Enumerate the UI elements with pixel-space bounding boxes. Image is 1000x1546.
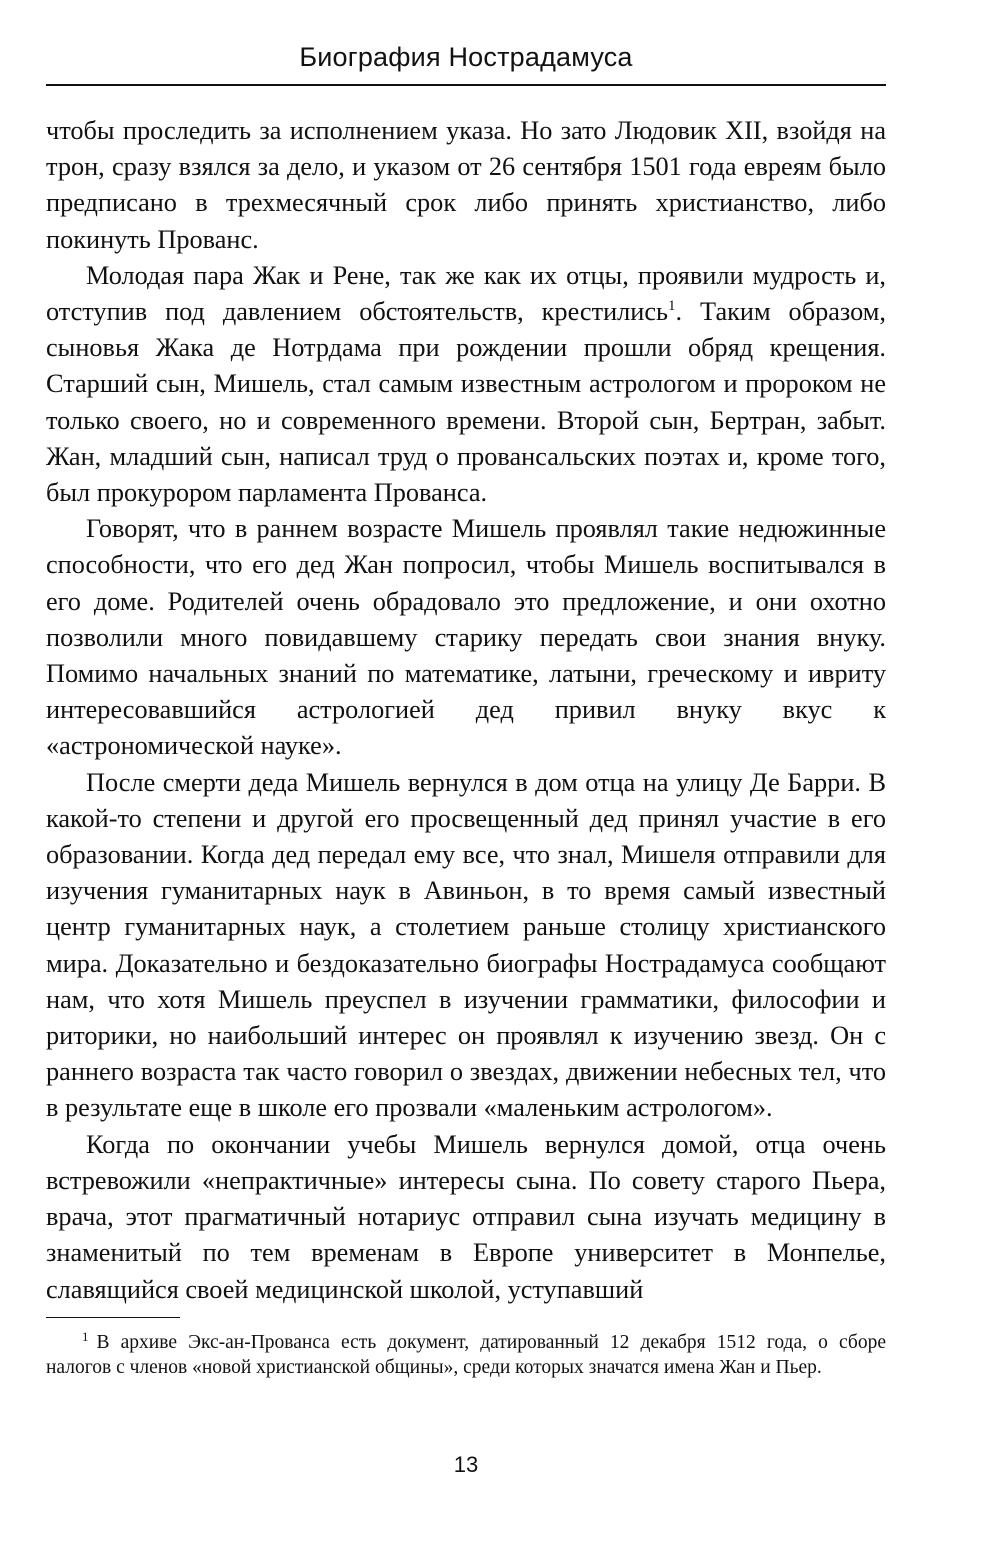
- paragraph-4: После смерти деда Мишель вернулся в дом отца на улицу Де Барри. В какой-то степени и другой его просвещенный дед принял участие в его образовании. Когда дед передал ему все, что знал, Мишеля отправили для изучения гуманитарных наук в Авиньон, в то время самый известный центр гуманитарных наук, а столетием раньше столицу христианского мира. Доказательно и бездоказательно биографы Нострадамуса сообщают нам, что хотя Мишель преуспел в изучении грамматики, философии и риторики, но наибольший интерес он проявлял к изучению звезд. Он с раннего возраста так часто говорил о звездах, движении небесных тел, что в результате еще в школе его прозвали «маленьким астрологом».: [46, 767, 886, 1123]
- paragraph-5: Когда по окончании учебы Мишель вернулся домой, отца очень встревожили «непрактичные» интересы сына. По совету старого Пьера, врача, этот прагматичный нотариус отправил сына изучать медицину в знаменитый по тем временам в Европе университет в Монпелье, славящийся своей медицинской школой, уступавший: [46, 1129, 886, 1304]
- header-rule: [46, 84, 886, 86]
- footnote-text: В архиве Экс-ан-Прованса есть документ, датированный 12 декабря 1512 года, о сборе налогов с членов «новой христианской общины», среди которых значатся имена Жан и Пьер.: [46, 1332, 886, 1378]
- running-header-title: Биография Нострадамуса: [299, 42, 633, 72]
- footnote-rule: [46, 1317, 180, 1318]
- paragraph-2: [46, 258, 886, 511]
- paragraph-2-continuation: . Таким образом, сыновья Жака де Нотрдама при рождении прошли обряд крещения. Старший сын, Мишель, стал самым известным астрологом и пророком не только своего, но и современного времени. Второй сын, Бертран, забыт. Жан, младший сын, написал труд о провансальских поэтах и, кроме того, был прокурором парламента Прованса.: [46, 297, 886, 508]
- footnote: [46, 1330, 886, 1380]
- paragraph-3: Говорят, что в раннем возрасте Мишель проявлял такие недюжинные способности, что его дед Жан попросил, чтобы Мишель воспитывался в его доме. Родителей очень обрадовало это предложение, и они охотно позволили много повидавшему старику передать свои знания внуку. Помимо начальных знаний по математике, латыни, греческому и ивриту интересовавшийся астрологией дед привил внуку вкус к «астрономической науке».: [46, 514, 886, 761]
- footnote-number: 1: [82, 1328, 89, 1344]
- footnote-reference[interactable]: 1: [668, 298, 676, 315]
- paragraph-1: чтобы проследить за исполнением указа. Но зато Людовик XII, взойдя на трон, сразу взялся за дело, и указом от 26 сентября 1501 года евреям было предписано в трехмесячный срок либо принять христианство, либо покинуть Прованс.: [46, 116, 886, 254]
- paragraph-2-text: Молодая пара Жак и Рене, так же как их отцы, проявили мудрость и, отступив под давлением обстоятельств, крестились: [46, 260, 886, 327]
- book-page: [46, 0, 886, 1546]
- page-number: 13: [453, 1452, 479, 1477]
- main-text: [46, 113, 886, 1308]
